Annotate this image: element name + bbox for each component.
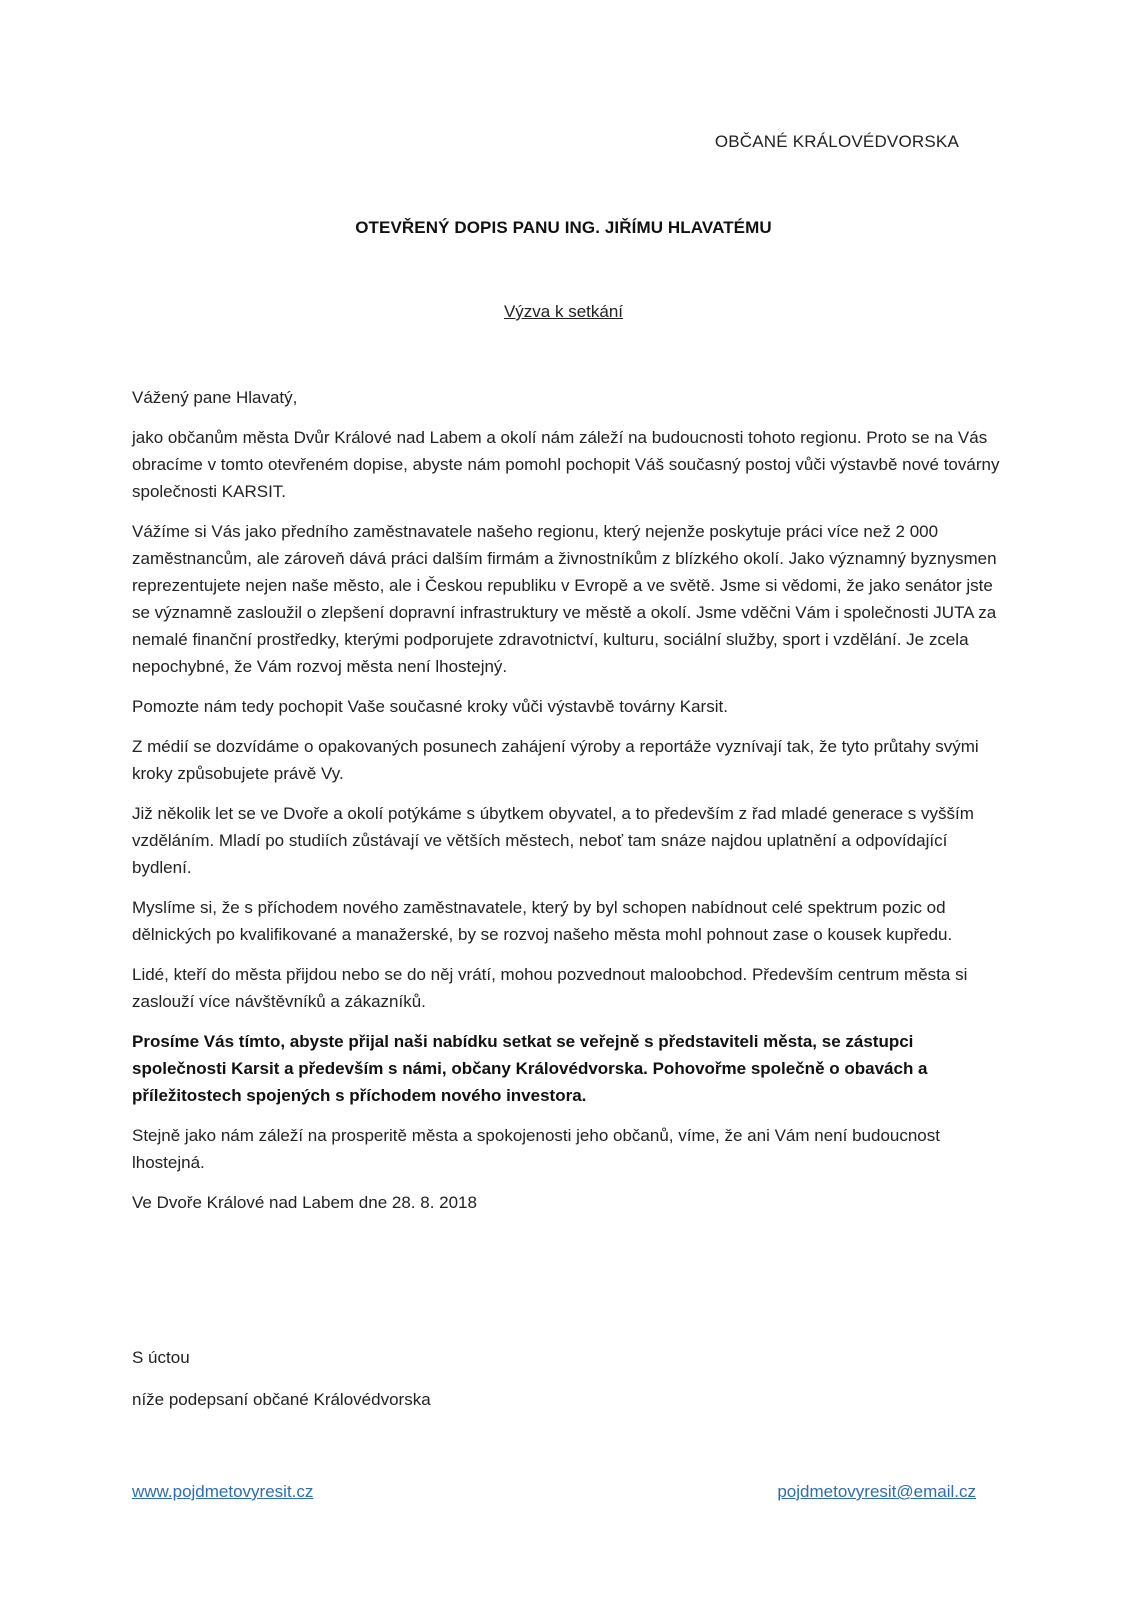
paragraph: Lidé, kteří do města přijdou nebo se do něj vrátí, mohou pozvednout maloobchod. Především centrum města si zaslouží více návštěvníků a zákazníků. [132, 965, 968, 1011]
sender-heading: OBČANÉ KRÁLOVÉDVORSKA [714, 132, 959, 151]
place-date: Ve Dvoře Králové nad Labem dne 28. 8. 2018 [132, 1193, 477, 1212]
salutation: Vážený pane Hlavatý, [132, 388, 298, 407]
letter-title: OTEVŘENÝ DOPIS PANU ING. JIŘÍMU HLAVATÉMU [355, 218, 772, 237]
paragraph: Pomozte nám tedy pochopit Vaše současné kroky vůči výstavbě továrny Karsit. [132, 697, 728, 716]
paragraph: Z médií se dozvídáme o opakovaných posunech zahájení výroby a reportáže vyznívají tak, že tyto průtahy svými kroky způsobujete právě Vy. [132, 737, 979, 783]
paragraph: Myslíme si, že s příchodem nového zaměstnavatele, který by byl schopen nabídnout celé spektrum pozic od dělnických po kvalifikované a manažerské, by se rozvoj našeho města mohl pohnout zase o kousek kupředu. [132, 898, 953, 944]
signature-line: níže podepsaní občané Královédvorska [132, 1390, 431, 1409]
paragraph: jako občanům města Dvůr Králové nad Labem a okolí nám záleží na budoucnosti tohoto regionu. Proto se na Vás obracíme v tomto otevřeném dopise, abyste nám pomohl pochopit Váš současný postoj vůči výstavbě nové továrny společnosti KARSIT. [132, 428, 1000, 501]
letter-subtitle: Výzva k setkání [503, 302, 624, 321]
final-paragraph: Stejně jako nám záleží na prosperitě města a spokojenosti jeho občanů, víme, že ani Vám není budoucnost lhostejná. [132, 1126, 940, 1172]
paragraph: Vážíme si Vás jako předního zaměstnavatele našeho regionu, který nejenže poskytuje práci více než 2 000 zaměstnancům, ale zároveň dává práci dalším firmám a živnostníkům z blízkého okolí. Jako významný byznysmen reprezentujete nejen naše město, ale i Českou republiku v Evropě a ve světě. Jsme si vědomi, že jako senátor jste se významně zasloužil o zlepšení dopravní infrastruktury ve městě a okolí. Jsme vděčni Vám i společnosti JUTA za nemalé finanční prostředky, kterými podporujete zdravotnictví, kulturu, sociální služby, sport i vzdělání. Je zcela nepochybné, že Vám rozvoj města není lhostejný. [132, 522, 997, 676]
request-paragraph: Prosíme Vás tímto, abyste přijal naši nabídku setkat se veřejně s představiteli města, se zástupci společnosti Karsit a především s námi, občany Královédvorska. Pohovořme společně o obavách a příležitostech spojených s příchodem nového investora. [132, 1032, 928, 1105]
website-link[interactable]: www.pojdmetovyresit.cz [132, 1482, 314, 1501]
letter-body [132, 384, 1002, 1229]
email-link[interactable]: pojdmetovyresit@email.cz [777, 1482, 976, 1501]
closing-phrase: S úctou [132, 1348, 190, 1367]
paragraph: Již několik let se ve Dvoře a okolí potýkáme s úbytkem obyvatel, a to především z řad mladé generace s vyšším vzděláním. Mladí po studiích zůstávají ve větších městech, neboť tam snáze najdou uplatnění a odpovídající bydlení. [132, 804, 974, 877]
